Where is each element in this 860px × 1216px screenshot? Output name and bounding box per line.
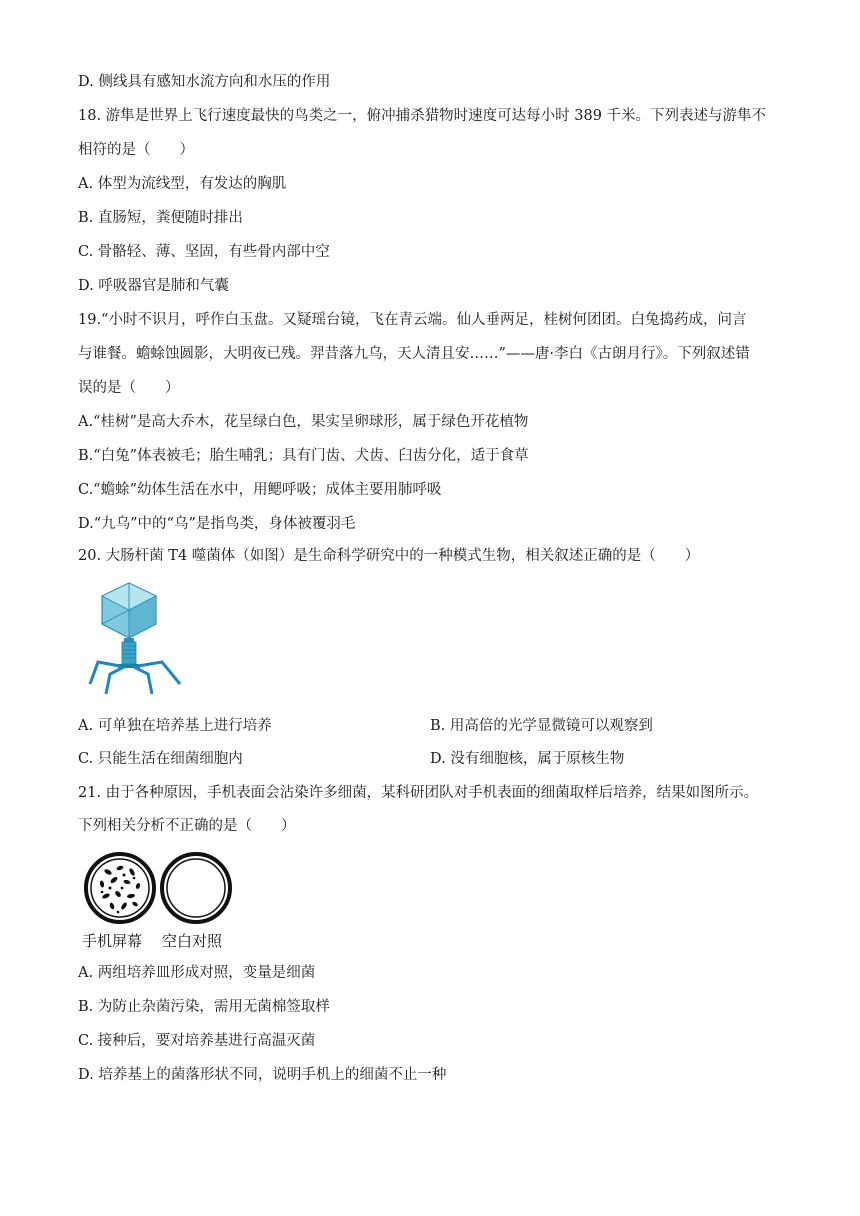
q18-option-d: D. 呼吸器官是肺和气囊 xyxy=(78,278,229,294)
petri-dish-figure xyxy=(84,850,234,928)
fig-label-phone-screen: 手机屏幕 xyxy=(82,932,143,950)
q19-option-b: B.“白兔”体表被毛；胎生哺乳；具有门齿、犬齿、臼齿分化，适于食草 xyxy=(78,448,529,464)
q21-stem-line2: 下列相关分析不正确的是（ ） xyxy=(78,818,296,834)
q19-option-d: D.“九乌”中的“乌”是指鸟类，身体被覆羽毛 xyxy=(78,516,356,532)
q21-option-c: C. 接种后，要对培养基进行高温灭菌 xyxy=(78,1033,316,1049)
q19-option-c: C.“蟾蜍”幼体生活在水中，用鳃呼吸；成体主要用肺呼吸 xyxy=(78,482,442,498)
t4-bacteriophage-figure xyxy=(84,580,190,698)
q20-option-c: C. 只能生活在细菌细胞内 xyxy=(78,751,243,767)
q19-stem-line3: 误的是（ ） xyxy=(78,380,180,396)
q20-option-b: B. 用高倍的光学显微镜可以观察到 xyxy=(430,718,653,734)
q19-stem-line2: 与谁餐。蟾蜍蚀圆影，大明夜已残。羿昔落九乌，天人清且安……”——唐·李白《古朗月行》。下列叙述错 xyxy=(78,346,750,362)
q18-stem-line1: 18. 游隼是世界上飞行速度最快的鸟类之一，俯冲捕杀猎物时速度可达每小时 389 千米。下列表述与游隼不 xyxy=(78,108,767,124)
blank-control-dish xyxy=(162,854,230,922)
phone-screen-dish xyxy=(86,854,154,922)
q18-option-c: C. 骨骼轻、薄、坚固，有些骨内部中空 xyxy=(78,244,330,260)
q21-option-a: A. 两组培养皿形成对照，变量是细菌 xyxy=(78,965,316,981)
q21-stem-line1: 21. 由于各种原因，手机表面会沾染许多细菌，某科研团队对手机表面的细菌取样后培养，结果如图所示。 xyxy=(78,785,759,801)
q21-option-d: D. 培养基上的菌落形状不同，说明手机上的细菌不止一种 xyxy=(78,1067,447,1083)
fig-label-blank-control: 空白对照 xyxy=(162,932,223,950)
q18-stem-line2: 相符的是（ ） xyxy=(78,142,194,158)
q20-stem: 20. 大肠杆菌 T4 噬菌体（如图）是生命科学研究中的一种模式生物，相关叙述正确的是（ ） xyxy=(78,548,700,564)
q19-stem-line1: 19.“小时不识月，呼作白玉盘。又疑瑶台镜，飞在青云端。仙人垂两足，桂树何团团。白兔捣药成，问言 xyxy=(78,312,747,328)
q18-option-a: A. 体型为流线型，有发达的胸肌 xyxy=(78,176,287,192)
q20-option-d: D. 没有细胞核，属于原核生物 xyxy=(430,751,625,767)
q18-option-b: B. 直肠短，粪便随时排出 xyxy=(78,210,243,226)
q19-option-a: A.“桂树”是高大乔木，花呈绿白色，果实呈卵球形，属于绿色开花植物 xyxy=(78,414,529,430)
q21-option-b: B. 为防止杂菌污染，需用无菌棉签取样 xyxy=(78,999,330,1015)
q17-option-d: D. 侧线具有感知水流方向和水压的作用 xyxy=(78,74,331,90)
q20-option-a: A. 可单独在培养基上进行培养 xyxy=(78,718,272,734)
